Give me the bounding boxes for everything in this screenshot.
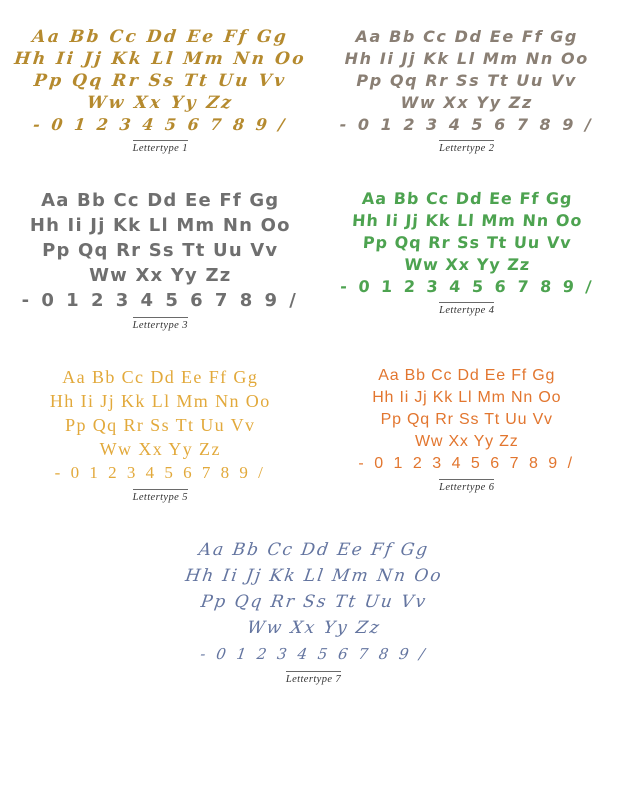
glyph-line: Ww Xx Yy Zz	[400, 93, 533, 112]
glyph-line: Ww Xx Yy Zz	[414, 433, 519, 450]
glyph-line-digits: - 0 1 2 3 4 5 6 7 8 9 /	[339, 115, 594, 134]
glyph-line: Pp Qq Rr Ss Tt Uu Vv	[42, 240, 279, 261]
lettertype-sample-2	[321, 26, 614, 154]
lettertype-sample-3	[14, 188, 307, 331]
lettertype-sample-6	[321, 365, 614, 493]
glyph-line: Aa Bb Cc Dd Ee Ff Gg	[355, 27, 578, 46]
lettertype-5-glyphs	[14, 365, 307, 485]
glyph-line: Ww Xx Yy Zz	[245, 618, 382, 638]
lettertype-3-caption: Lettertype 3	[133, 317, 188, 331]
lettertype-row-2	[14, 188, 613, 331]
glyph-line: Ww Xx Yy Zz	[403, 255, 531, 274]
glyph-line: Pp Qq Rr Ss Tt Uu Vv	[199, 592, 428, 612]
glyph-line-digits: - 0 1 2 3 4 5 6 7 8 9 /	[32, 115, 289, 134]
glyph-line: Aa Bb Cc Dd Ee Ff Gg	[62, 367, 259, 387]
caption-wrap	[133, 313, 188, 331]
lettertype-2-glyphs	[321, 26, 614, 136]
glyph-line: Hh Ii Jj Kk Ll Mm Nn Oo	[13, 49, 308, 69]
glyph-line: Pp Qq Rr Ss Tt Uu Vv	[356, 71, 578, 90]
glyph-line: Ww Xx Yy Zz	[99, 439, 221, 459]
lettertype-row-4	[14, 537, 613, 685]
glyph-line-digits: - 0 1 2 3 4 5 6 7 8 9 /	[54, 463, 266, 482]
lettertype-sample-1	[14, 26, 307, 154]
glyph-line: Hh Ii Jj Kk Ll Mm Nn Oo	[350, 211, 583, 230]
glyph-line: Aa Bb Cc Dd Ee Ff Gg	[41, 190, 280, 211]
glyph-line: Hh Ii Jj Kk Ll Mm Nn Oo	[29, 215, 291, 236]
glyph-line: Pp Qq Rr Ss Tt Uu Vv	[380, 411, 553, 428]
caption-wrap	[439, 298, 494, 316]
glyph-line: Aa Bb Cc Dd Ee Ff Gg	[196, 540, 431, 560]
glyph-line: Hh Ii Jj Kk Ll Mm Nn Oo	[49, 391, 271, 411]
glyph-line: Pp Qq Rr Ss Tt Uu Vv	[65, 415, 256, 435]
lettertype-row-3	[14, 365, 613, 503]
glyph-line: Hh Ii Jj Kk Ll Mm Nn Oo	[183, 566, 444, 586]
lettertype-4-glyphs	[321, 188, 614, 298]
glyph-line: Hh Ii Jj Kk Ll Mm Nn Oo	[344, 49, 589, 68]
lettertype-6-glyphs	[321, 365, 614, 475]
glyph-line: Aa Bb Cc Dd Ee Ff Gg	[360, 189, 573, 208]
lettertype-7-glyphs	[165, 537, 463, 667]
glyph-line-digits: - 0 1 2 3 4 5 6 7 8 9 /	[198, 645, 429, 663]
glyph-line-digits: - 0 1 2 3 4 5 6 7 8 9 /	[21, 290, 299, 311]
lettertype-6-caption: Lettertype 6	[439, 479, 494, 493]
lettertype-5-caption: Lettertype 5	[133, 489, 188, 503]
lettertype-row-1	[14, 26, 613, 154]
caption-wrap	[133, 485, 188, 503]
glyph-line: Ww Xx Yy Zz	[89, 265, 232, 286]
lettertype-2-caption: Lettertype 2	[439, 140, 494, 154]
lettertype-1-glyphs	[14, 26, 307, 136]
glyph-line: Aa Bb Cc Dd Ee Ff Gg	[31, 27, 290, 47]
lettertype-1-caption: Lettertype 1	[133, 140, 188, 154]
caption-wrap	[286, 667, 341, 685]
lettertype-sample-7	[165, 537, 463, 685]
lettertype-4-caption: Lettertype 4	[439, 302, 494, 316]
glyph-line: Ww Xx Yy Zz	[85, 93, 235, 113]
glyph-line-digits: - 0 1 2 3 4 5 6 7 8 9 /	[358, 455, 576, 472]
caption-wrap	[439, 475, 494, 493]
lettertype-sample-4	[321, 188, 614, 316]
glyph-line: Pp Qq Rr Ss Tt Uu Vv	[361, 233, 572, 252]
lettertype-7-caption: Lettertype 7	[286, 671, 341, 685]
lettertype-3-glyphs	[14, 188, 307, 313]
glyph-line: Hh Ii Jj Kk Ll Mm Nn Oo	[372, 389, 562, 406]
glyph-line: Aa Bb Cc Dd Ee Ff Gg	[378, 367, 556, 384]
caption-wrap	[439, 136, 494, 154]
caption-wrap	[133, 136, 188, 154]
glyph-line-digits: - 0 1 2 3 4 5 6 7 8 9 /	[339, 277, 595, 296]
lettertype-sample-5	[14, 365, 307, 503]
glyph-line: Pp Qq Rr Ss Tt Uu Vv	[32, 71, 288, 91]
